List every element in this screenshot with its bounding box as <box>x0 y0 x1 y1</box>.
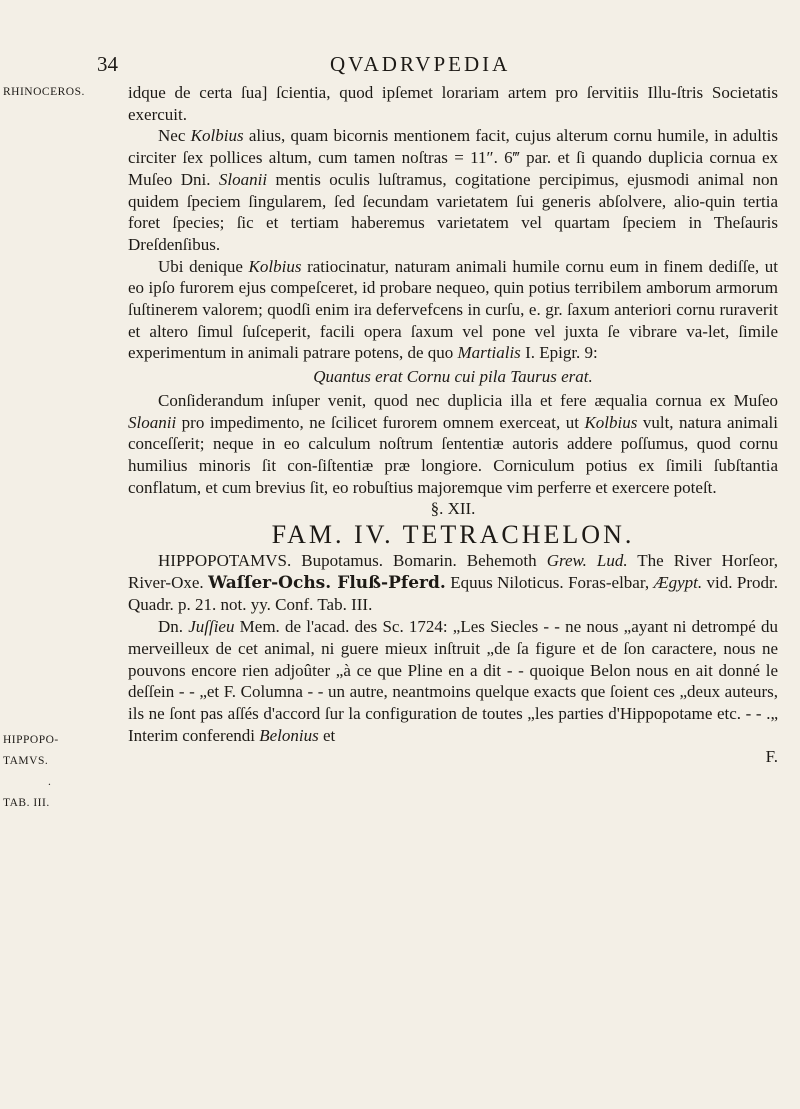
section-number: §. XII. <box>430 499 476 519</box>
paragraph-4: Conſiderandum inſuper venit, quod nec duplicia illa et fere æqualia cornua ex Muſeo Sloanii pro impedimento, ne ſcilicet furorem omnem exerceat, ut Kolbius vult, natura animali conceſſerit; neque in eo calculum noſtrum ſententiæ autoris addere poſſumus, quod cornu humilius minoris ſit con-ſiſtentiæ præ longiore. Corniculum potius ex ſimili ſubſtantia conflatum, et cum brevius ſit, eo robuſtius majoremque vim perferre et exercere poteſt. <box>128 390 779 497</box>
running-title: QVADRVPEDIA <box>330 52 511 76</box>
margin-note-hippopotamus-2: TAMVS. <box>3 755 49 767</box>
margin-note-bullet: . <box>48 776 52 788</box>
paragraph-3: Ubi denique Kolbius ratiocinatur, naturam animali humile cornu eum in finem dediſſe, ut eo ipſo furorem ejus compeſceret, id probare nequeo, quin potius terribilem amborum armorum ſuſtinerem valorem; quodſi enim ira defervefcens in curſu, e. gr. ſaxum anteriori cornu ruraverit et altero ſimul ſuſceperit, facili opera ſaxum vel pone vel juxta ſe vibrare va-let, ſimile experimentum in animali patrare potens, de quo Martialis I. Epigr. 9: <box>128 256 778 363</box>
paragraph-2: Nec Kolbius alius, quam bicornis mentionem facit, cujus alterum cornu humile, in adultis circiter ſex pollices altum, cum tamen noſtras = 11″. 6‴ par. et ſi quando duplicia cornua ex Muſeo Dni. Sloanii mentis oculis luſtramus, cogitatione percipimus, ejusmodi animal non quidem ſpeciem ſingularem, ſed ſecundam varietatem ſui generis abſolvere, alio-quin tertia foret ſpecies; ſic et tertiam haberemus varietatem vel quartam ſpeciem in Theſauris Dreſdenſibus. <box>128 126 779 254</box>
page-header <box>0 52 800 82</box>
paragraph-1: idque de certa ſua] ſcientia, quod ipſemet lorariam artem pro ſervitiis Illu-ſtris Societatis exercuit. <box>128 83 778 124</box>
margin-note-rhinoceros: RHINOCEROS. <box>3 86 85 98</box>
page-number: 34 <box>97 52 118 76</box>
margin-note-hippopotamus-1: HIPPOPO- <box>3 734 59 746</box>
family-heading: FAM. IV. TETRACHELON. <box>271 520 635 550</box>
quotation: Quantus erat Cornu cui pila Taurus erat. <box>313 367 593 387</box>
main-text <box>128 82 778 768</box>
paragraph-5: HIPPOPOTAMVS. Bupotamus. Bomarin. Behemoth Grew. Lud. The River Horſeor, River-Oxe. Waſſer-Ochs. Fluß-Pferd. Equus Niloticus. Foras-elbar, Ægypt. vid. Prodr. Quadr. p. 21. not. yy. Conf. Tab. III. <box>128 551 778 615</box>
margin-note-tab: TAB. III. <box>3 797 50 809</box>
paragraph-6: Dn. Juſſieu Mem. de l'acad. des Sc. 1724: „Les Siecles - - ne nous „ayant ni detrompé du merveilleux de cet animal, ni guere mieux inſtruit „de ſa figure et de ſon caractere, nous ne pouvons encore rien adjoûter „à ce que Pline en a dit - - quoique Belon nous en ait donné le deſſein - - „et F. Columna - - un autre, neantmoins quelque exacts que ſoient ces „deux auteurs, ils ne ſont pas aſſés d'accord ſur la configuration de toutes „les parties d'Hippopotame etc. - - .„ Interim conferendi Belonius et <box>128 617 778 745</box>
catchword: F. <box>765 747 778 767</box>
